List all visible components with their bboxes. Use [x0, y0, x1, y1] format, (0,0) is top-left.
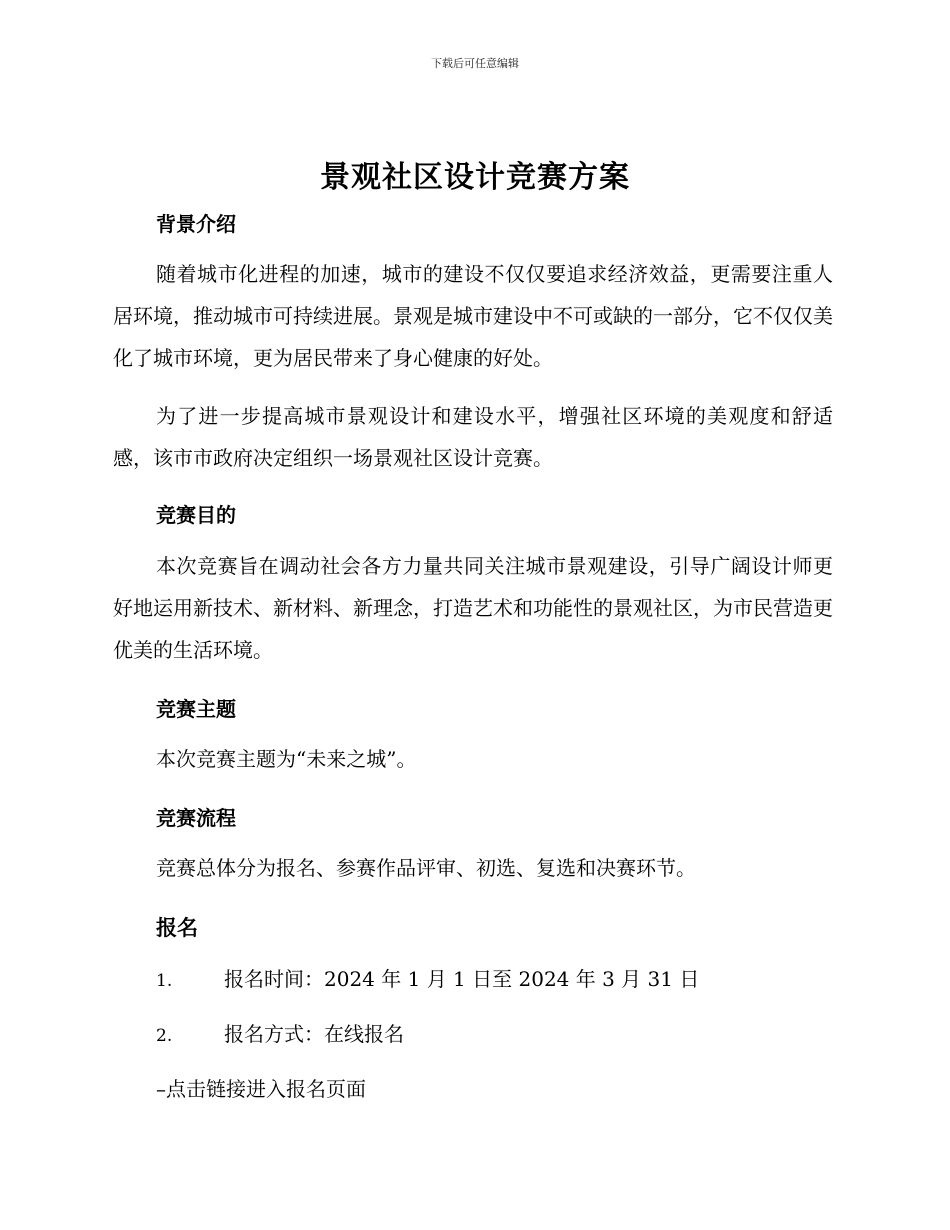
list-item-text: 报名方式：在线报名: [224, 1022, 404, 1046]
list-item-number: 2.: [156, 1026, 173, 1046]
paragraph-theme: 本次竞赛主题为“未来之城”。: [156, 747, 417, 771]
heading-background: 背景介绍: [156, 212, 236, 236]
heading-theme: 竞赛主题: [156, 697, 236, 721]
heading-registration: 报名: [156, 916, 198, 940]
list-item-number: 1.: [156, 971, 173, 991]
paragraph-purpose: 本次竞赛旨在调动社会各方力量共同关注城市景观建设，引导广阔设计师更好地运用新技术、新材料、新理念，打造艺术和功能性的景观社区，为市民营造更优美的生活环境。: [113, 554, 833, 662]
paragraph-process: 竞赛总体分为报名、参赛作品评审、初选、复选和决赛环节。: [156, 856, 696, 880]
list-item: [156, 965, 699, 995]
document-title: 景观社区设计竞赛方案: [320, 160, 630, 195]
heading-purpose: 竞赛目的: [156, 503, 236, 527]
paragraph-background-1: 随着城市化进程的加速，城市的建设不仅仅要追求经济效益，更需要注重人居环境，推动城市可持续进展。景观是城市建设中不可或缺的一部分，它不仅仅美化了城市环境，更为居民带来了身心健康的好处。: [113, 262, 833, 370]
paragraph-background-2: 为了进一步提高城市景观设计和建设水平，增强社区环境的美观度和舒适感，该市市政府决定组织一场景观社区设计竞赛。: [113, 404, 833, 470]
list-item-text: 报名时间：2024 年 1 月 1 日至 2024 年 3 月 31 日: [224, 967, 700, 991]
page-header-note: 下载后可任意编辑: [431, 57, 519, 70]
registration-link-instruction: –点击链接进入报名页面: [156, 1077, 366, 1101]
list-item: [156, 1020, 404, 1050]
heading-process: 竞赛流程: [156, 806, 236, 830]
